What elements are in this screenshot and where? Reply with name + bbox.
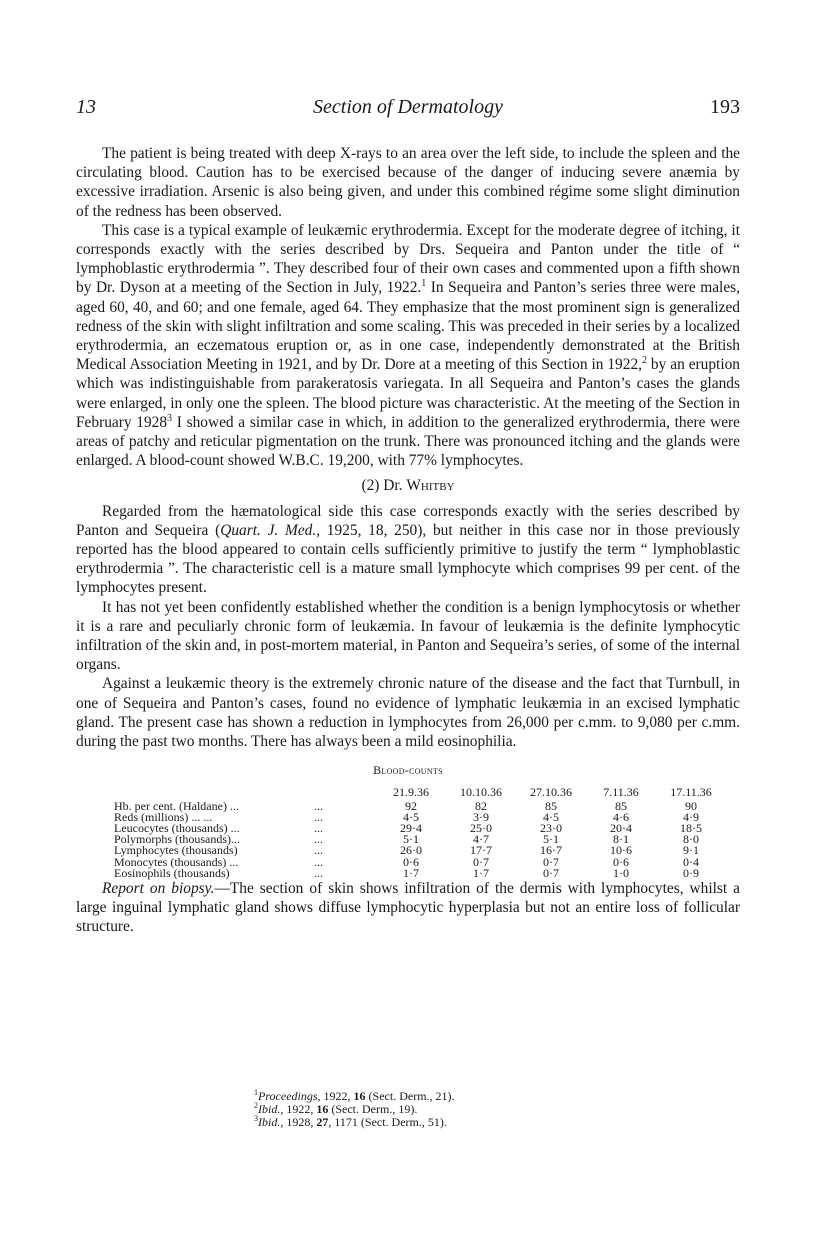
- row-label: Lymphocytes (thousands): [114, 843, 238, 858]
- table-cell: 0·6: [403, 854, 419, 869]
- table-cell: 0·4: [683, 854, 699, 869]
- footnote-2: $^2$Ibid., 1922, 16 (Sect. Derm., 19).: [254, 1101, 418, 1116]
- footnotes: [254, 1090, 455, 1129]
- article-body: [76, 144, 740, 937]
- table-cell: 82: [475, 798, 487, 813]
- report-title: Report on biopsy.: [102, 879, 215, 897]
- row-label: Polymorphs (thousands)...: [114, 832, 240, 847]
- column-header: 21.9.36: [393, 784, 429, 799]
- column-header: 10.10.36: [460, 784, 502, 799]
- table-cell: 0·7: [543, 854, 559, 869]
- table-cell: 29·4: [400, 820, 422, 835]
- table-cell: 4·5: [403, 809, 419, 824]
- row-label: Leucocytes (thousands) ...: [114, 820, 240, 835]
- column-header: 7.11.36: [603, 784, 639, 799]
- table-cell: 90: [685, 798, 697, 813]
- table-cell: 0·9: [683, 865, 699, 880]
- paragraph-against: Against a leukæmic theory is the extremely chronic nature of the disease and the fact that Turnbull, in one of Sequeira and Panton’s cases, found no evidence of lymphatic leukæmia in an excised lymphatic gland. The present case has shown a reduction in lymphocytes from 26,000 per c.mm. to 9,080 per c.mm. during the past two months. There has always been a mild eosinophilia.: [76, 675, 740, 751]
- table-cell: 8·0: [683, 832, 699, 847]
- table-cell: 0·7: [473, 854, 489, 869]
- row-label: Reds (millions) ... ...: [114, 809, 213, 824]
- row-leader: ...: [314, 865, 323, 880]
- row-label: Eosinophils (thousands): [114, 865, 230, 880]
- table-cell: 85: [545, 798, 557, 813]
- paragraph-treatment: The patient is being treated with deep X-rays to an area over the left side, to include the spleen and the circulating blood. Caution has to be exercised because of the danger of inducing severe anæmia by excessive irradiation. Arsenic is also being given, and under this combined régime some slight diminution of the redness has been observed.: [76, 145, 740, 220]
- footnote-1: $^1$Proceedings, 1922, 16 (Sect. Derm., 21).: [254, 1088, 455, 1103]
- footnote-ref-1[interactable]: 1: [421, 278, 427, 290]
- row-leader: ...: [314, 820, 323, 835]
- section-author: Whitby: [406, 477, 455, 495]
- footnote-ref-2[interactable]: 2: [642, 355, 647, 367]
- table-cell: 85: [615, 798, 627, 813]
- paragraph-case-discussion: This case is a typical example of leukæmic erythrodermia. Except for the moderate degree of itching, it corresponds exactly with the series described by Drs. Sequeira and Panton under the title of “ lymphoblastic erythrodermia ”. They described four of their own cases and commented upon a fifth shown by Dr. Dyson at a meeting of the Section in July, 1922.$^1$ In Sequeira and Panton’s series three were males, aged 60, 40, and 60; and one female, aged 64. They emphasize that the most prominent sign is generalized redness of the skin with slight infiltration and some scaling. This was preceded in their series by a localized erythrodermia, an eczematous eruption or, as in one case, independently demonstrated at the British Medical Association Meeting in 1921, and by Dr. Dore at a meeting of this Section in 1922,$^2$ by an eruption which was indistinguishable from parakeratosis variegata. In all Sequeira and Panton’s cases the glands were enlarged, in only one the spleen. The blood picture was characteristic. At the meeting of the Section in February 1928$^3$ I showed a similar case in which, in addition to the generalized erythrodermia, there were areas of patchy and reticular pigmentation on the trunk. There was pronounced itching and the glands were enlarged. A blood-count showed W.B.C. 19,200, with 77% lymphocytes.: [76, 221, 741, 470]
- row-leader: ...: [314, 843, 323, 858]
- table-cell: 4·7: [473, 832, 489, 847]
- row-leader: ...: [314, 854, 323, 869]
- column-header: 27.10.36: [530, 784, 572, 799]
- row-label: Monocytes (thousands) ...: [114, 854, 239, 869]
- table-cell: 4·6: [613, 809, 629, 824]
- running-title: Section of Dermatology: [313, 96, 503, 118]
- row-label: Hb. per cent. (Haldane) ...: [114, 798, 239, 813]
- table-cell: 23·0: [540, 820, 562, 835]
- blood-counts-table: [114, 784, 726, 880]
- row-leader: ...: [314, 798, 323, 813]
- table-cell: 3·9: [473, 809, 489, 824]
- table-cell: 0·7: [543, 865, 559, 880]
- page-number: 193: [710, 96, 740, 118]
- table-cell: 1·0: [613, 865, 629, 880]
- table-caption: Blood-counts: [373, 763, 443, 778]
- table-cell: 9·1: [683, 843, 699, 858]
- table-cell: 1·7: [473, 865, 489, 880]
- page-folio-left: 13: [76, 96, 96, 118]
- journal-citation: Quart. J. Med.: [220, 521, 317, 539]
- table-cell: 18·5: [680, 820, 702, 835]
- paragraph-haematology: Regarded from the hæmatological side this case corresponds exactly with the series described by Panton and Sequeira (Quart. J. Med., 1925, 18, 250), but neither in this case nor in those previously reported has the blood appeared to contain cells sufficiently primitive to justify the term “ lymphoblastic erythrodermia ”. The characteristic cell is a mature small lymphocyte which comprises 99 per cent. of the lymphocytes present.: [76, 502, 741, 597]
- table-cell: 4·5: [543, 809, 559, 824]
- table-cell: 20·4: [610, 820, 632, 835]
- row-leader: ...: [314, 809, 323, 824]
- column-header: 17.11.36: [670, 784, 712, 799]
- table-cell: 4·9: [683, 809, 699, 824]
- table-cell: 5·1: [543, 832, 559, 847]
- paragraph-leukaemia: It has not yet been confidently established whether the condition is a benign lymphocytosis or whether it is a rare and peculiarly chronic form of leukæmia. In favour of leukæmia is the definite lymphocytic infiltration of the skin and, in post-mortem material, in Panton and Sequeira’s series, of some of the internal organs.: [76, 598, 740, 674]
- table-row: [114, 868, 726, 879]
- running-header: [76, 96, 740, 126]
- table-cell: 5·1: [403, 832, 419, 847]
- table-cell: 17·7: [470, 843, 492, 858]
- section-heading: (2) Dr. Whitby: [361, 477, 455, 495]
- table-cell: 25·0: [470, 820, 492, 835]
- footnote-ref-3[interactable]: 3: [167, 412, 173, 424]
- row-leader: ...: [314, 832, 323, 847]
- table-cell: 8·1: [613, 832, 629, 847]
- table-cell: 16·7: [540, 843, 562, 858]
- blood-counts-table-block: [76, 765, 740, 879]
- paragraph-biopsy-report: Report on biopsy.—The section of skin shows infiltration of the dermis with lymphocytes, whilst a large inguinal lymphatic gland shows diffuse lymphocytic hyperplasia but not an entire loss of follicular structure.: [76, 879, 741, 936]
- table-cell: 10·6: [610, 843, 632, 858]
- footnote-3: $^3$Ibid., 1928, 27, 1171 (Sect. Derm., 51).: [254, 1114, 447, 1129]
- table-cell: 1·7: [403, 865, 419, 880]
- table-cell: 26·0: [400, 843, 422, 858]
- table-cell: 92: [405, 798, 417, 813]
- table-cell: 0·6: [613, 854, 629, 869]
